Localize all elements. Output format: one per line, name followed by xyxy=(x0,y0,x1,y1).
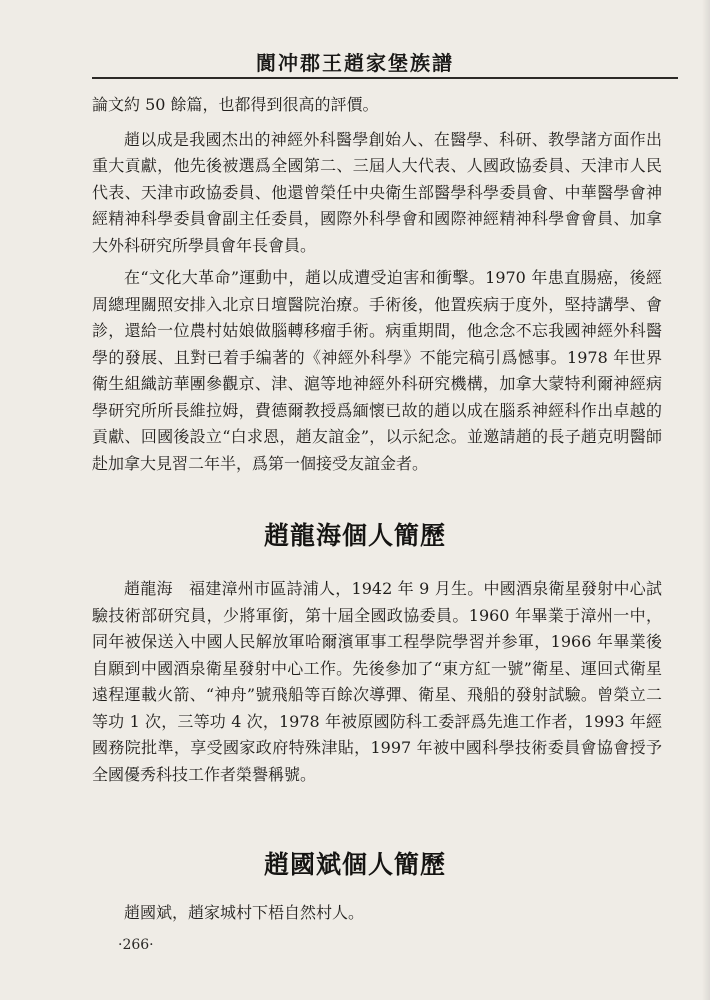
paragraph: 趙龍海 福建漳州市區詩浦人，1942 年 9 月生。中國酒泉衛星發射中心試驗技術部研究員，少將軍銜，第十屆全國政協委員。1960 年畢業于漳州一中，同年被保送入中國人民解放軍哈爾濱軍事工程學院學習并参軍，1966 年畢業後自願到中國酒泉衛星發射中心工作。先後參加了“東方紅一號”衛星、運回式衛星遠程運載火箭、“神舟”號飛船等百餘次導彈、衛星、飛船的發射試驗。曾榮立二等功 1 次，三等功 4 次，1978 年被原國防科工委評爲先進工作者，1993 年經國務院批準，享受國家政府特殊津貼，1997 年被中國科學技術委員會協會授予全國優秀科技工作者榮譽稱號。 xyxy=(92,579,662,784)
zhao-guobin-body xyxy=(92,900,662,927)
section-title-zhao-longhai: 趙龍海個人簡歷 xyxy=(263,521,446,550)
page-edge-shadow xyxy=(702,0,710,1000)
paragraph: 在“文化大革命”運動中，趙以成遭受迫害和衝擊。1970 年患直腸癌，後經周總理關照安排入北京日壇醫院治療。手術後，他置疾病于度外，堅持講學、會診，還給一位農村姑娘做腦轉移瘤手術。病重期間，他念念不忘我國神經外科醫學的發展、且對已着手编著的《神經外科學》不能完稿引爲憾事。1978 年世界衛生組織訪華團參觀京、津、滬等地神經外科研究機構，加拿大蒙特利爾神經病學研究所所長維拉姆，費德爾教授爲緬懷已故的趙以成在腦系神經科作出卓越的貢獻、回國後設立“白求恩，趙友誼金”，以示紀念。並邀請趙的長子趙克明醫師赴加拿大見習二年半，爲第一個接受友誼金者。 xyxy=(92,268,662,473)
zhao-longhai-body xyxy=(92,576,662,788)
section-title-zhao-guobin: 趙國斌個人簡歷 xyxy=(263,850,446,879)
header-rule xyxy=(92,77,678,79)
running-header-title: 閬冲郡王趙家堡族譜 xyxy=(256,51,454,75)
page-number: ·266· xyxy=(118,937,154,953)
paragraph: 趙以成是我國杰出的神經外科醫學創始人、在醫學、科研、教學諸方面作出重大貢獻，他先後被選爲全國第二、三屆人大代表、人國政協委員、天津市人民代表、天津市政協委員、他還曾榮任中央衛生部醫學科學委員會、中華醫學會神經精神科學委員會副主任委員，國際外科學會和國際神經精神科學會會員、加拿大外科研究所學員會年長會員。 xyxy=(92,129,662,255)
paragraph: 論文約 50 餘篇，也都得到很高的評價。 xyxy=(92,95,379,114)
paragraph: 趙國斌，趙家城村下梧自然村人。 xyxy=(124,903,365,922)
intro-body xyxy=(92,92,662,477)
